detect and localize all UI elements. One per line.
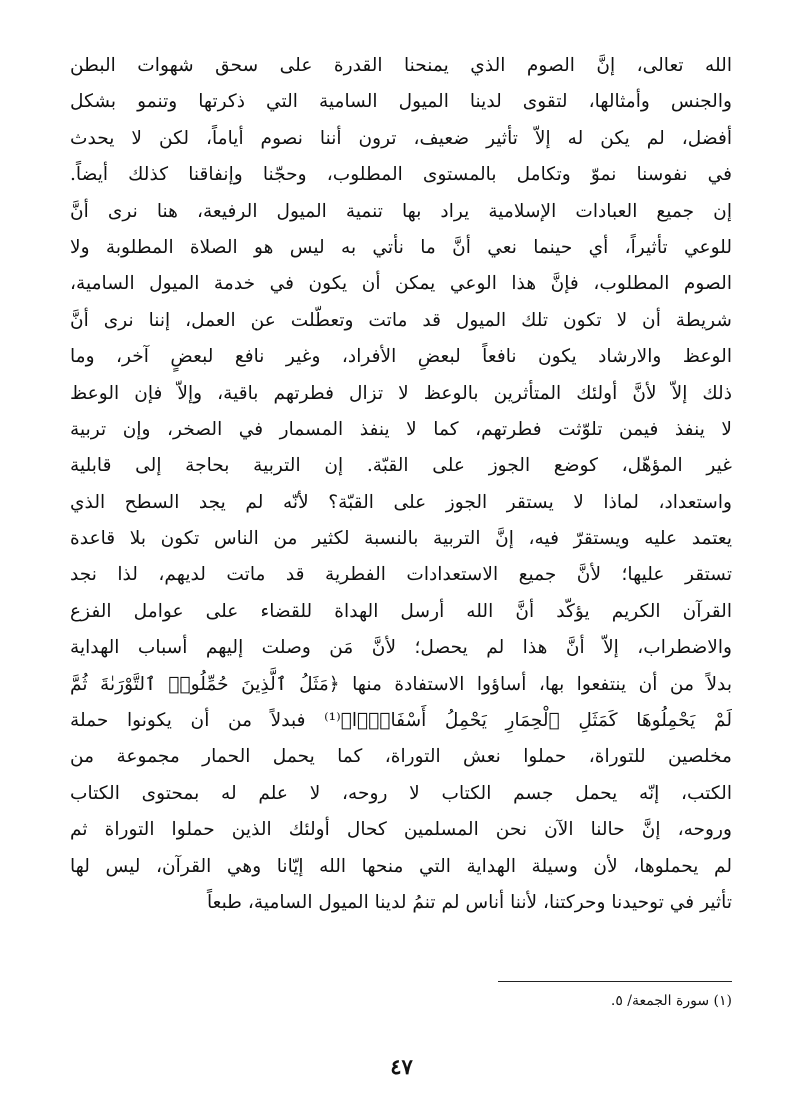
text-line: مخلصين للتوراة، حملوا نعش التوراة، كما يحمل الحمار مجموعة من (70, 746, 732, 768)
text-line: الصوم المطلوب، فإنَّ هذا الوعي يمكن أن يكون في خدمة الميول السامية، (70, 273, 732, 295)
text-line: شريطة أن لا تكون تلك الميول قد ماتت وتعطّلت عن العمل، إننا نرى أنَّ (70, 309, 732, 331)
text-line: يعتمد عليه ويستقرّ فيه، إنَّ التربية بالنسبة لكثير من الناس تكون بلا قاعدة (70, 528, 732, 550)
footnote-divider (498, 981, 732, 982)
text-line: وروحه، إنَّ حالنا الآن نحن المسلمين كحال أولئك الذين حملوا التوراة ثم (70, 819, 732, 841)
text-line: لا ينفذ فيمن تلوّثت فطرتهم، كما لا ينفذ المسمار في الصخر، وإن تربية (70, 418, 732, 440)
body-text (70, 48, 732, 921)
text-line: القرآن الكريم يؤكّد أنَّ الله أرسل الهداة للقضاء على عوامل الفزع (70, 600, 732, 622)
text-line: غير المؤهّل، كوضع الجوز على القبّة. إن التربية بحاجة إلى قابلية (70, 455, 732, 477)
text-line: واستعداد، لماذا لا يستقر الجوز على القبّة؟ لأنّه لم يجد السطح الذي (70, 491, 732, 513)
text-line: لم يحملوها، لأن وسيلة الهداية التي منحها الله إيّانا وهي القرآن، ليس لها (70, 855, 732, 877)
text-line: تأثير في توحيدنا وحركتنا، لأننا أناس لم تنمُ لدينا الميول السامية، طبعاً (206, 891, 732, 913)
text-line: أفضل، لم يكن له إلاّ تأثير ضعيف، ترون أننا نصوم أياماً، لكن لا يحدث (70, 127, 732, 149)
text-line: الله تعالى، إنَّ الصوم الذي يمنحنا القدرة على سحق شهوات البطن (70, 55, 732, 76)
text-line: الكتب، إنّه يحمل جسم الكتاب لا روحه، لا علم له بمحتوى الكتاب (70, 782, 732, 804)
text-line: للوعي تأثيراً، أي حينما نعي أنَّ ما نأتي به ليس هو الصلاة المطلوبة ولا (70, 236, 732, 258)
text-line: الوعظ والارشاد يكون نافعاً لبعضِ الأفراد، وغير نافع لبعضٍ آخر، وما (70, 346, 732, 368)
text-line: في نفوسنا نموّ وتكامل بالمستوى المطلوب، وحجّنا وإنفاقنا كذلك أيضاً. (70, 164, 732, 186)
text-line: تستقر عليها؛ لأنَّ جميع الاستعدادات الفطرية قد ماتت لديهم، لذا نجد (70, 564, 732, 586)
text-line: ذلك إلاّ لأنَّ أولئك المتأثرين بالوعظ لا تزال فطرتهم باقية، وإلاّ فإن الوعظ (70, 382, 732, 404)
quran-verse-line: بدلاً من أن ينتفعوا بها، أساؤوا الاستفادة منها ﴿مَثَلُ ٱلَّذِينَ حُمِّلُوا۟ ٱلتَّوْرَىٰةَ ثُمَّ (70, 673, 732, 695)
text-line: إن جميع العبادات الإسلامية يراد بها تنمية الميول الرفيعة، هنا نرى أنَّ (70, 200, 732, 222)
quran-verse-line: لَمْ يَحْمِلُوهَا كَمَثَلِ ٱلْحِمَارِ يَحْمِلُ أَسْفَارًۢا﴾⁽¹⁾ فبدلاً من أن يكونوا حملة (70, 710, 732, 732)
text-line: والاضطراب، إلاّ أنَّ هذا لم يحصل؛ لأنَّ مَن وصلت إليهم أسباب الهداية (70, 637, 732, 659)
text-line: والجنس وأمثالها، لتقوى لدينا الميول السامية التي ذكرتها وتنمو بشكل (70, 91, 732, 113)
footnote: (١) سورة الجمعة/ ٥. (610, 993, 732, 1009)
page-number: ٤٧ (390, 1054, 413, 1079)
